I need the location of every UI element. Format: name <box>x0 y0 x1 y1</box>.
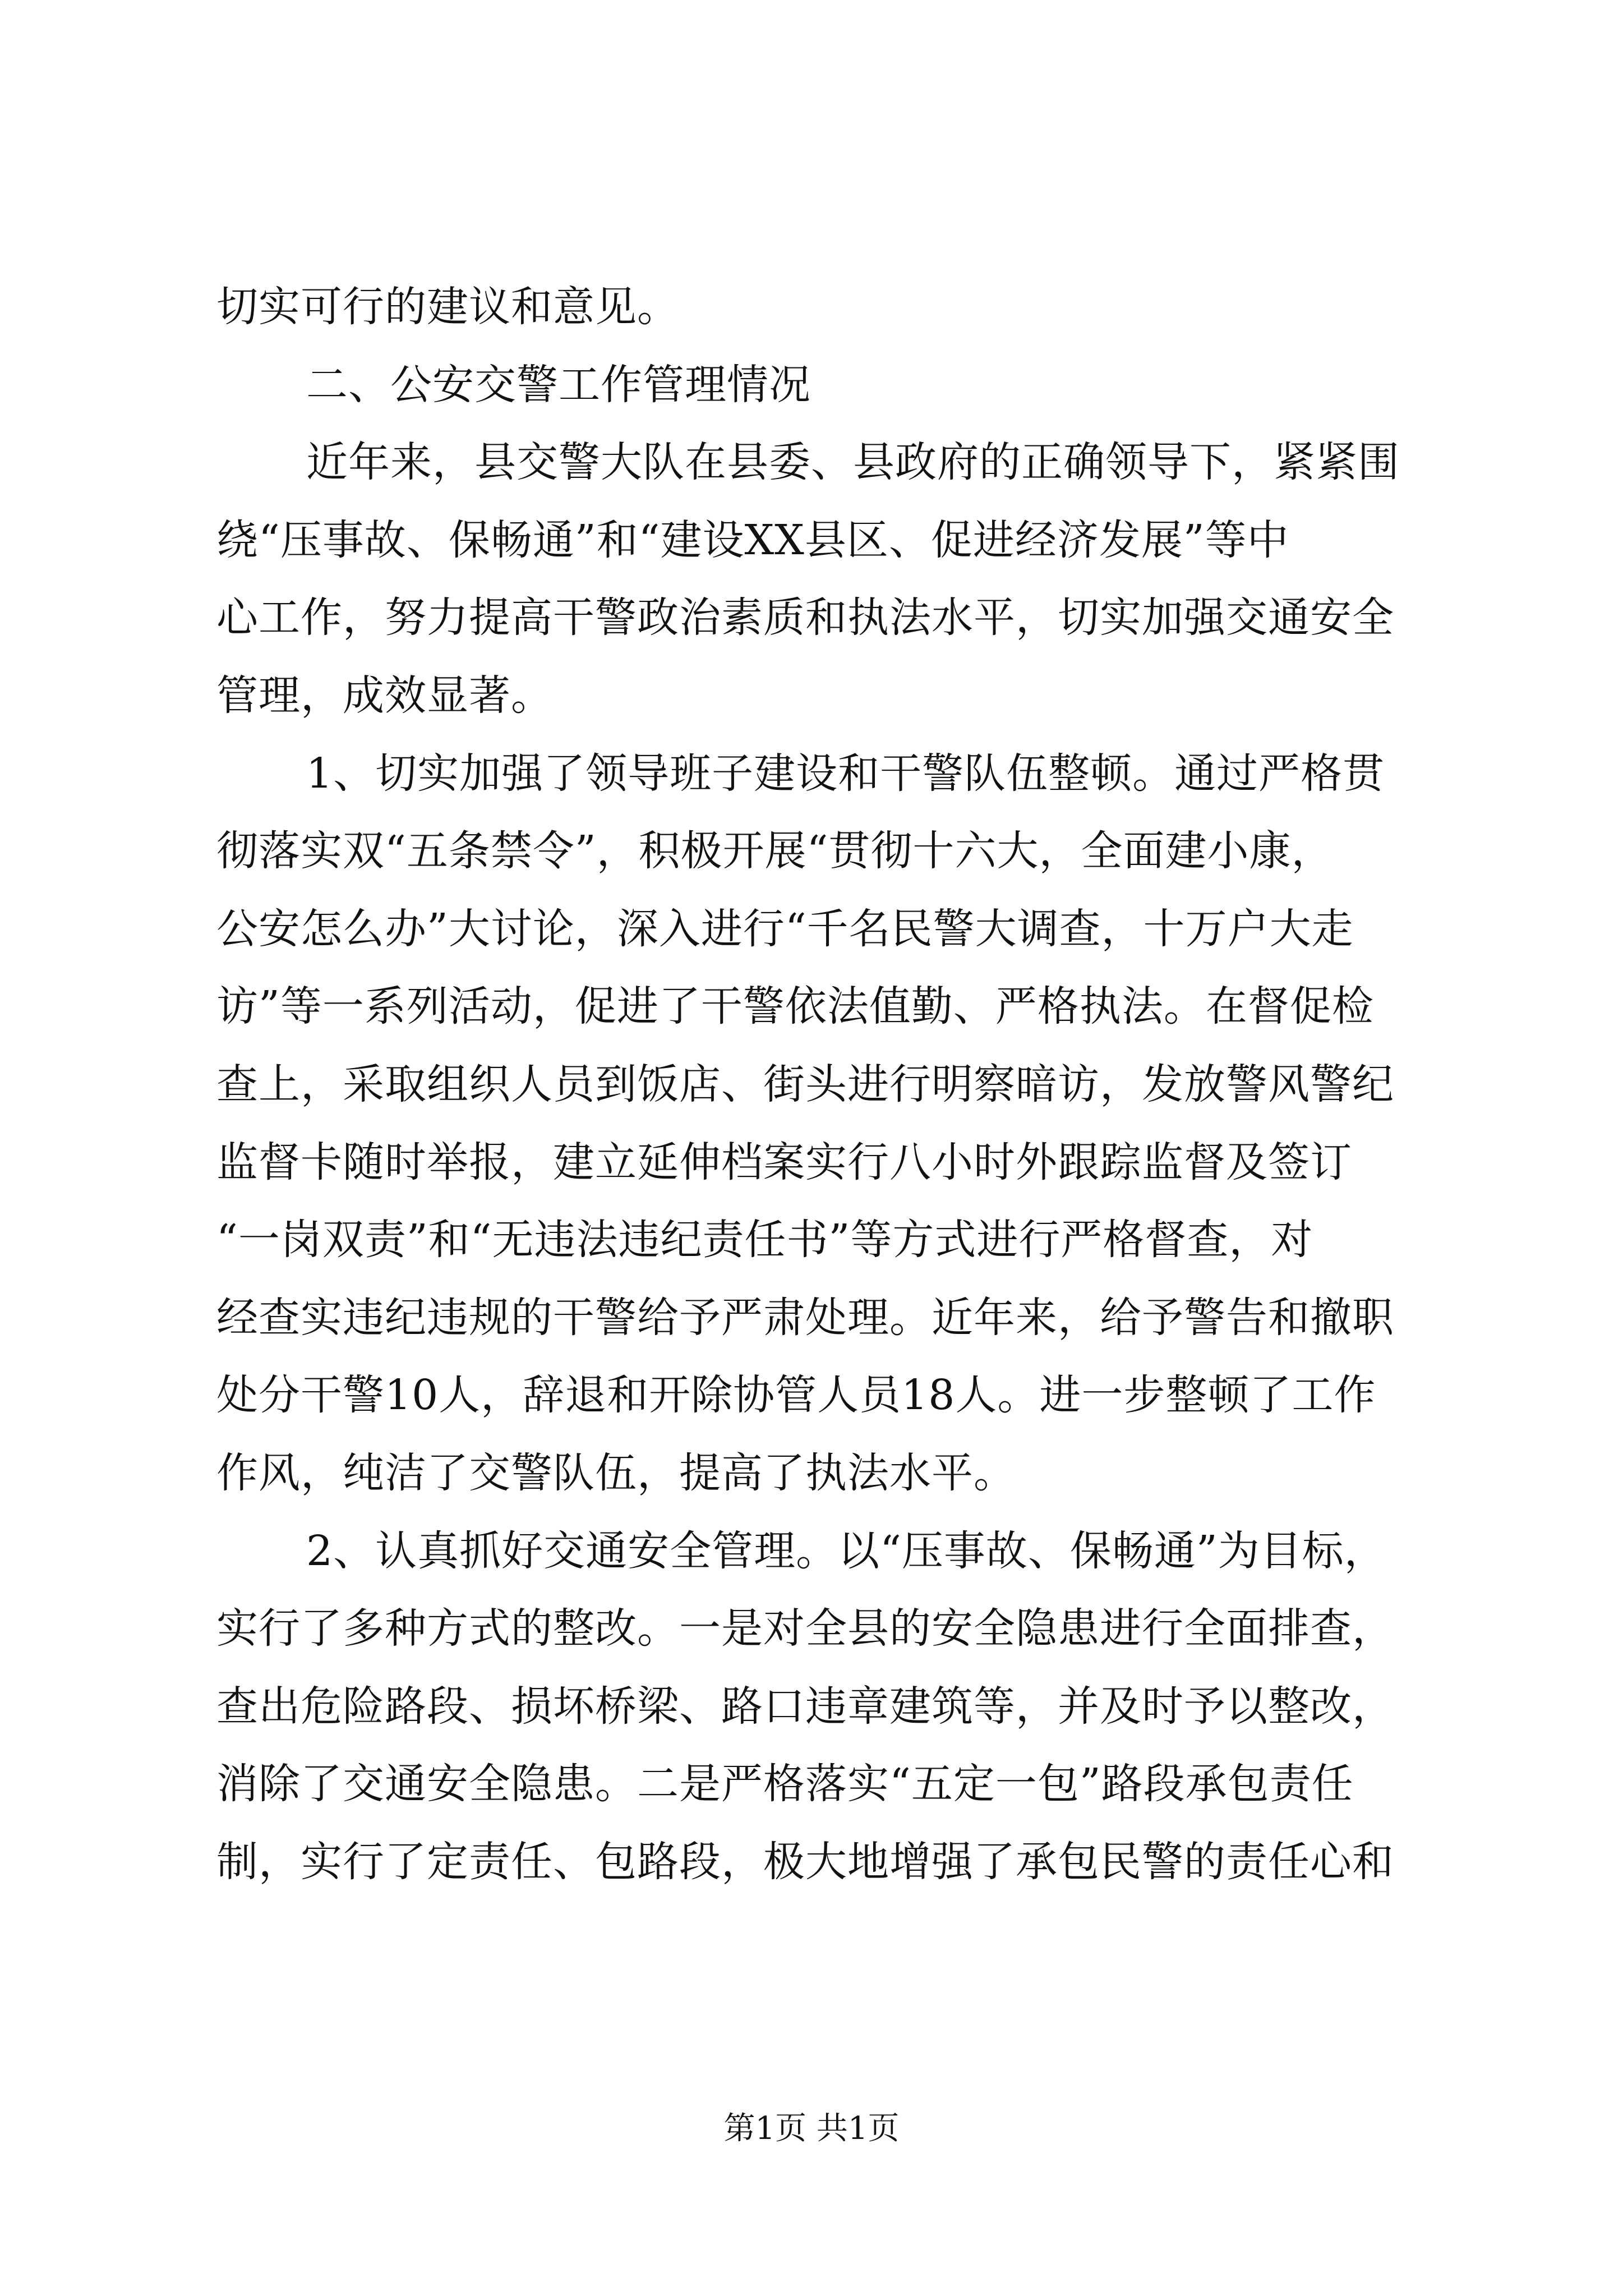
paragraph-line: 经查实违纪违规的干警给予严肃处理。近年来，给予警告和撤职 <box>216 1293 1394 1342</box>
paragraph-line: 处分干警10人，辞退和开除协管人员18人。进一步整顿了工作 <box>216 1371 1376 1420</box>
paragraph-line: 1、切实加强了领导班子建设和干警队伍整顿。通过严格贯 <box>306 749 1385 798</box>
paragraph-line: 查上，采取组织人员到饭店、街头进行明察暗访，发放警风警纪 <box>216 1060 1394 1108</box>
paragraph-line: 制，实行了定责任、包路段，极大地增强了承包民警的责任心和 <box>216 1837 1394 1886</box>
paragraph-line: 查出危险路段、损坏桥梁、路口违章建筑等，并及时予以整改， <box>216 1682 1394 1731</box>
paragraph-line: 访”等一系列活动，促进了干警依法值勤、严格执法。在督促检 <box>216 982 1374 1031</box>
paragraph-line: 实行了多种方式的整改。一是对全县的安全隐患进行全面排查， <box>216 1604 1394 1653</box>
paragraph-line: 绕“压事故、保畅通”和“建设XX县区、促进经济发展”等中 <box>216 516 1289 564</box>
paragraph-line: “一岗双责”和“无违法违纪责任书”等方式进行严格督查，对 <box>216 1216 1313 1264</box>
paragraph-line: 彻落实双“五条禁令”，积极开展“贯彻十六大，全面建小康， <box>216 827 1334 876</box>
paragraph-line: 近年来，县交警大队在县委、县政府的正确领导下，紧紧围 <box>306 438 1400 487</box>
page-footer: 第1页 共1页 <box>723 2110 900 2147</box>
paragraph-line: 切实可行的建议和意见。 <box>216 283 679 331</box>
section-heading: 二、公安交警工作管理情况 <box>306 360 811 409</box>
paragraph-line: 心工作，努力提高干警政治素质和执法水平，切实加强交通安全 <box>216 593 1394 642</box>
paragraph-line: 消除了交通安全隐患。二是严格落实“五定一包”路段承包责任 <box>216 1760 1354 1809</box>
paragraph-line: 监督卡随时举报，建立延伸档案实行八小时外跟踪监督及签订 <box>216 1138 1352 1186</box>
paragraph-line: 公安怎么办”大讨论，深入进行“千名民警大调查，十万户大走 <box>216 904 1354 953</box>
paragraph-line: 2、认真抓好交通安全管理。以“压事故、保畅通”为目标， <box>306 1526 1386 1575</box>
paragraph-line: 作风，纯洁了交警队伍，提高了执法水平。 <box>216 1448 1016 1497</box>
paragraph-line: 管理，成效显著。 <box>216 671 553 720</box>
body-text <box>216 268 1428 1901</box>
